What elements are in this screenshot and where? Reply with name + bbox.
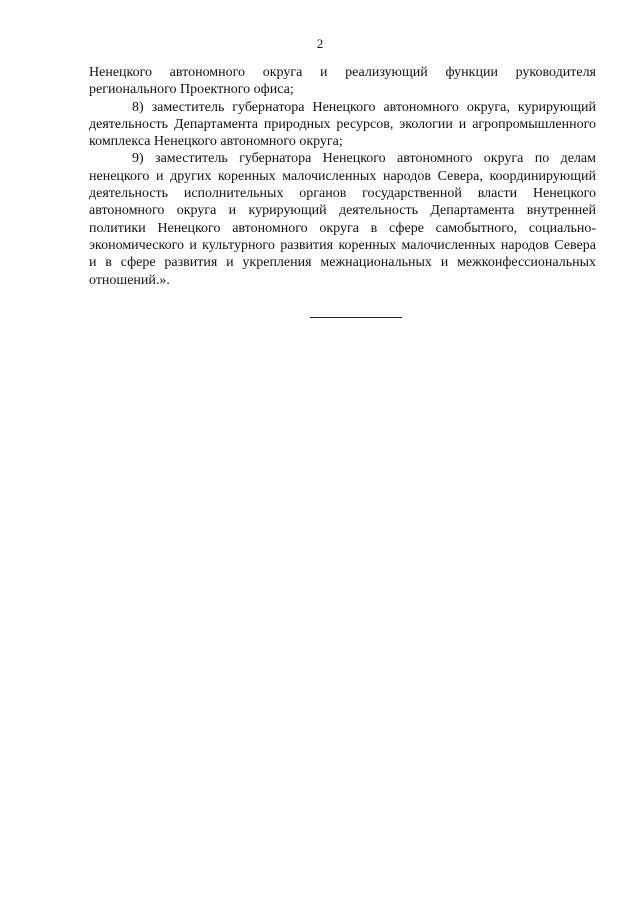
text-line: регионального Проектного офиса; bbox=[89, 82, 294, 98]
paragraph-item-9 bbox=[89, 150, 596, 288]
paragraph-item-8 bbox=[89, 99, 596, 151]
text-line: автономного округа и курирующий деятельность Департамента внутренней bbox=[89, 203, 596, 219]
text-line: деятельность Департамента природных ресурсов, экологии и агропромышленного bbox=[89, 116, 596, 132]
text-line: политики Ненецкого автономного округа в сфере самобытного, социально- bbox=[89, 220, 596, 236]
end-separator-line bbox=[310, 317, 402, 318]
page-number: 2 bbox=[316, 36, 324, 51]
text-line: экономического и культурного развития коренных малочисленных народов Севера bbox=[89, 237, 596, 253]
text-line: 8) заместитель губернатора Ненецкого автономного округа, курирующий bbox=[132, 99, 596, 115]
paragraph-continuation bbox=[89, 64, 596, 99]
document-body bbox=[89, 64, 596, 289]
text-line: 9) заместитель губернатора Ненецкого автономного округа по делам bbox=[132, 151, 596, 167]
text-line: ненецкого и других коренных малочисленных народов Севера, координирующий bbox=[89, 168, 596, 184]
text-line: Ненецкого автономного округа и реализующий функции руководителя bbox=[89, 65, 596, 80]
text-line: и в сфере развития и укрепления межнациональных и межконфессиональных bbox=[89, 255, 596, 271]
text-line: отношений.». bbox=[89, 272, 170, 288]
text-line: деятельность исполнительных органов государственной власти Ненецкого bbox=[89, 186, 596, 202]
text-line: комплекса Ненецкого автономного округа; bbox=[89, 134, 343, 150]
